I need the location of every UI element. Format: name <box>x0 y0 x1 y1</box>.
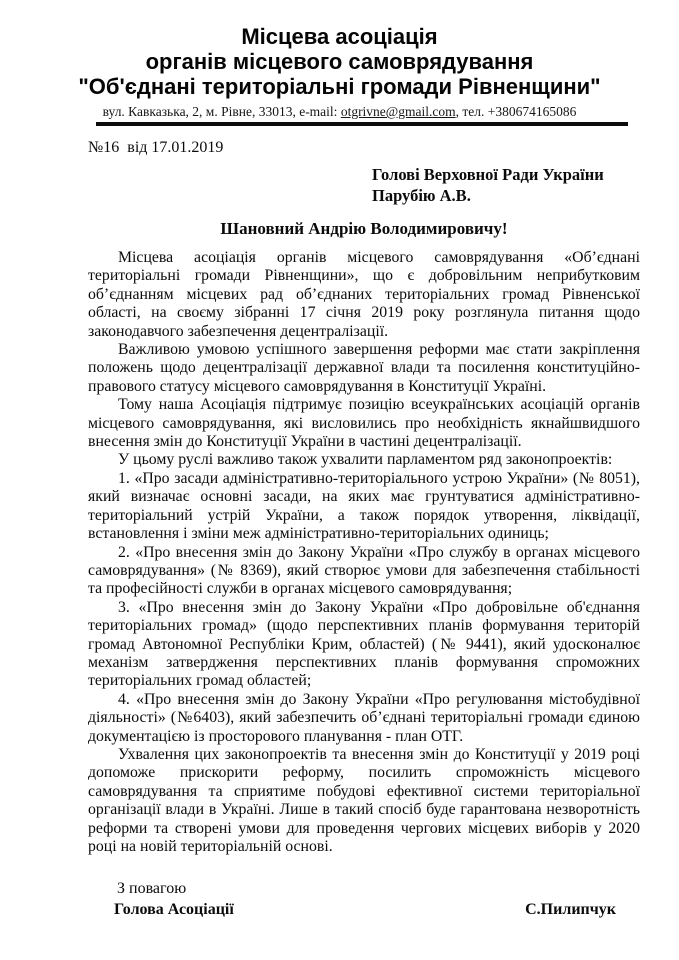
separator-rule <box>96 122 628 126</box>
letter-body <box>88 249 640 856</box>
recipient-line-2: Парубію А.В. <box>372 186 471 205</box>
paragraph-bills-lead-in: У цьому руслі важливо також ухвалити парламентом ряд законопроектів: <box>118 451 613 469</box>
closing-block <box>88 880 640 919</box>
paragraph-reform-condition: Важливою умовою успішного завершення реформи має стати закріплення положень щодо децентралізації державної влади та посилення конституційно-правового статусу місцевого самоврядування в Конституції Україні. <box>88 341 640 395</box>
paragraph-conclusion: Ухвалення цих законопроектів та внесення змін до Конституції у 2019 році допоможе прискорити реформу, посилить спроможність місцевого самоврядування та сприятиме побудові ефективної системи територіальної організації влади в Україні. Лише в такий спосіб буде гарантована незворотність реформи та створені умови для проведення чергових місцевих виборів у 2020 році на новій територіальній основі. <box>88 745 640 855</box>
list-item-bill-8369: 2. «Про внесення змін до Закону України «Про службу в органах місцевого самоврядування» (№ 8369), який створює умови для забезпечення стабільності та професійності служби в органах місцевого самоврядування; <box>88 543 640 598</box>
list-item-bill-9441: 3. «Про внесення змін до Закону України «Про добровільне об'єднання територіальних громад» (щодо перспективних планів формування територій громад Автономної Республіки Крим, областей) (№ 9441), який удосконалює механізм затвердження перспективних планів формування спроможних територіальних громад областей; <box>88 598 640 690</box>
signature-name: С.Пилипчук <box>525 901 616 919</box>
closing-regards: З повагою <box>117 880 187 898</box>
org-address <box>0 104 679 120</box>
list-item-bill-6403: 4. «Про внесення змін до Закону України «Про регулювання містобудівної діяльності» (№6403), який забезпечить об’єднані територіальні громади єдиною документацією із просторового планування - план ОТГ. <box>88 690 640 745</box>
paragraph-association-position: Тому наша Асоціація підтримує позицію всеукраїнських асоціацій органів місцевого самоврядування, які висловились про необхідність якнайшвидшого внесення змін до Конституції України в частині децентралізації. <box>88 396 640 451</box>
recipient-line-1: Голові Верховної Ради України <box>372 165 604 184</box>
reference-number: №16 від 17.01.2019 <box>88 139 224 156</box>
email-link[interactable]: otgrivne@gmail.com <box>340 104 456 119</box>
list-item-bill-8051: 1. «Про засади адміністративно-територіального устрою України» (№ 8051), який визначає основні засади, на яких має грунтуватися адміністративно-територіальний устрій України, а також порядок утворення, ліквідації, встановлення і зміни меж адміністративно-територіальних одиниць; <box>88 469 640 543</box>
signature-row <box>88 901 640 919</box>
org-title-line-2: органів місцевого самоврядування <box>145 49 534 74</box>
salutation: Шановний Андрію Володимировичу! <box>220 219 508 238</box>
address-text-prefix: вул. Кавказька, 2, м. Рівне, 33013, e-mail: <box>102 104 341 119</box>
paragraph-intro: Місцева асоціація органів місцевого самоврядування «Об’єднані територіальні громади Рівненщини», що є добровільним неприбутковим об’єднанням місцевих рад об’єднаних територіальних громад Рівненської області, на своєму зібранні 17 січня 2019 року розглянула питання щодо законодавчого забезпечення децентралізації. <box>88 249 640 340</box>
org-title-line-1: Місцева асоціація <box>241 24 438 49</box>
recipient-block <box>372 164 679 206</box>
signature-position: Голова Асоціації <box>114 901 234 919</box>
org-title-line-3: "Об'єднані територіальні громади Рівненщини" <box>78 74 601 99</box>
address-text-suffix: , тел. +380674165086 <box>455 104 577 119</box>
letterhead <box>0 0 679 99</box>
